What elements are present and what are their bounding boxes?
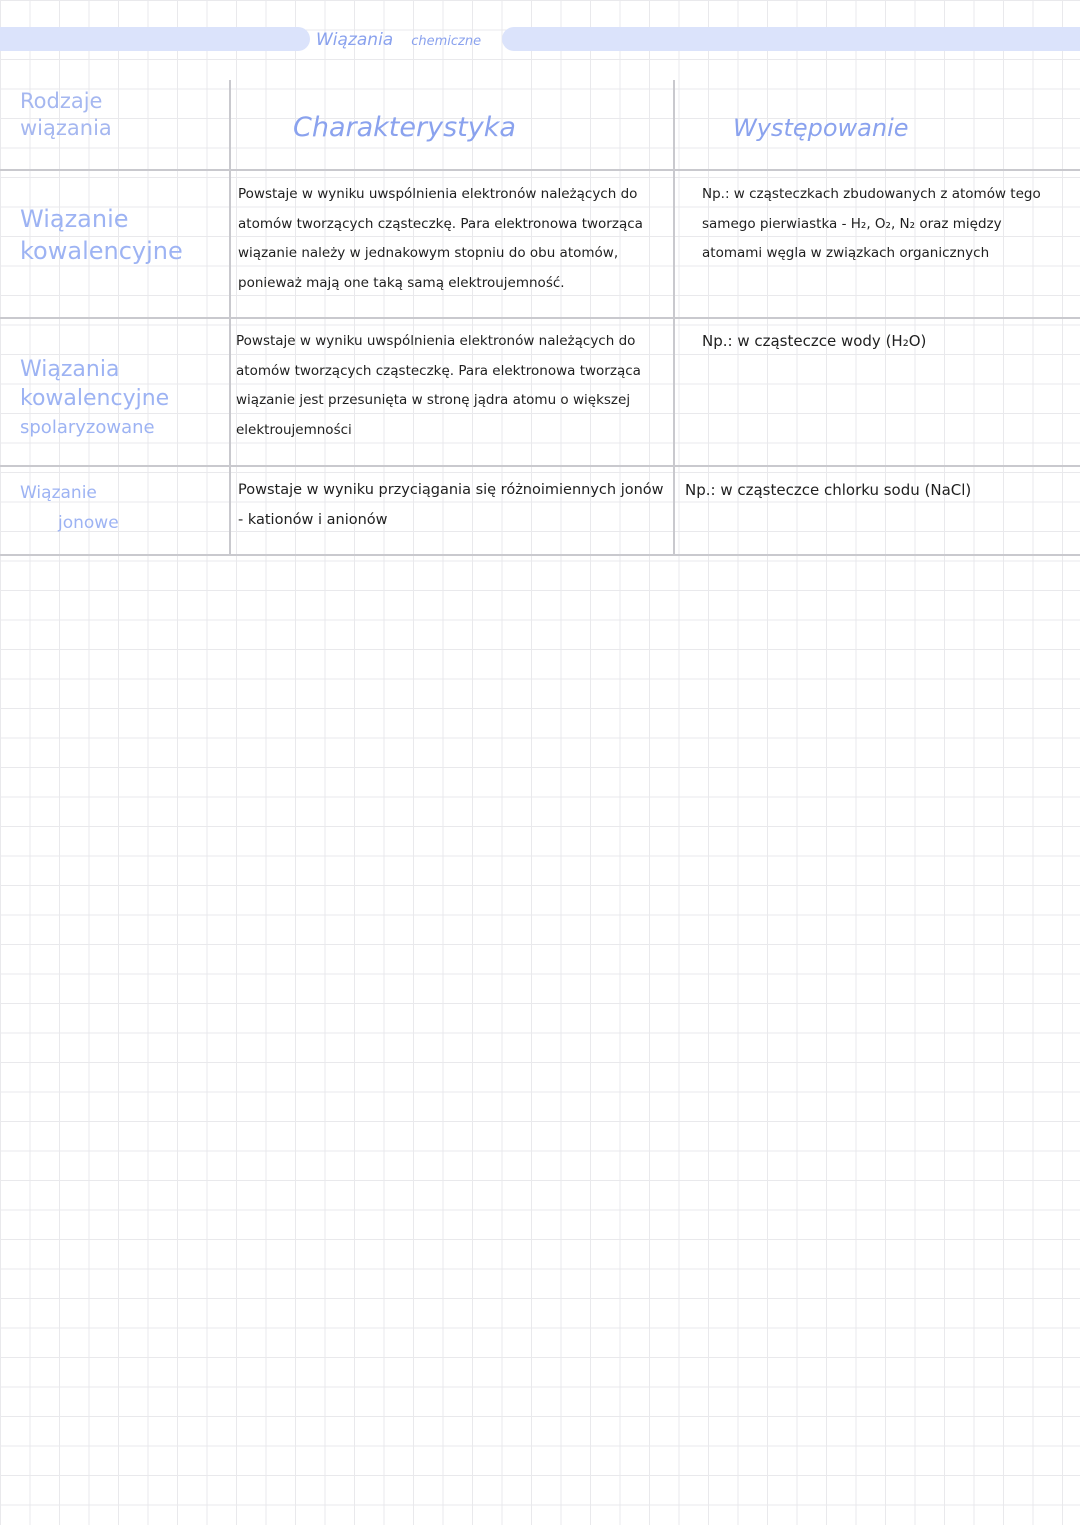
row-2-occurrence: Np.: w cząsteczce wody (H₂O) — [702, 332, 927, 350]
row-2-type-line-3: spolaryzowane — [20, 417, 155, 438]
header-bond-types-line-2: wiązania — [20, 116, 112, 140]
header-bond-types — [20, 88, 112, 142]
row-3-type — [20, 478, 119, 538]
row-2-characteristic: Powstaje w wyniku uwspólnienia elektronów należących do atomów tworzących cząsteczkę. Para elektronowa tworząca wiązanie jest przesunięta w stronę jądra atomu o większej elektroujemności — [236, 333, 641, 438]
page-title — [316, 30, 481, 50]
row-3-occurrence: Np.: w cząsteczce chlorku sodu (NaCl) — [685, 481, 972, 499]
table-rule-row-3 — [0, 554, 1080, 556]
table-rule-row-2 — [0, 465, 1080, 467]
title-part-1: Wiązania — [316, 30, 394, 50]
row-2-type-line-1: Wiązania — [20, 357, 120, 382]
title-banner-right — [502, 27, 1080, 51]
row-1-occurrence: Np.: w cząsteczkach zbudowanych z atomów tego samego pierwiastka - H₂, O₂, N₂ oraz między atomami węgla w związkach organicznych — [702, 186, 1041, 261]
row-3-type-line-1: Wiązanie — [20, 483, 97, 503]
table-rule-header — [0, 169, 1080, 171]
row-3-type-line-2: jonowe — [58, 513, 119, 533]
row-3-characteristic: Powstaje w wyniku przyciągania się różnoimiennych jonów - kationów i anionów — [238, 482, 664, 528]
table-rule-row-1 — [0, 317, 1080, 319]
row-2-type — [20, 355, 169, 442]
header-bond-types-line-1: Rodzaje — [20, 89, 103, 113]
row-1-characteristic: Powstaje w wyniku uwspólnienia elektronów należących do atomów tworzących cząsteczkę. Para elektronowa tworząca wiązanie należy w jednakowym stopniu do obu atomów, ponieważ mają one taką samą elektroujemność. — [238, 186, 643, 291]
title-banner-left — [0, 27, 310, 51]
table-column-divider-1 — [229, 80, 231, 556]
row-1-type — [20, 203, 183, 267]
row-2-type-line-2: kowalencyjne — [20, 386, 170, 411]
row-1-type-line-1: Wiązanie — [20, 205, 129, 233]
title-part-2: chemiczne — [411, 34, 482, 49]
header-occurrence: Występowanie — [733, 114, 909, 142]
row-1-type-line-2: kowalencyjne — [20, 237, 183, 265]
header-characteristics: Charakterystyka — [293, 112, 516, 143]
table-column-divider-2 — [673, 80, 675, 556]
